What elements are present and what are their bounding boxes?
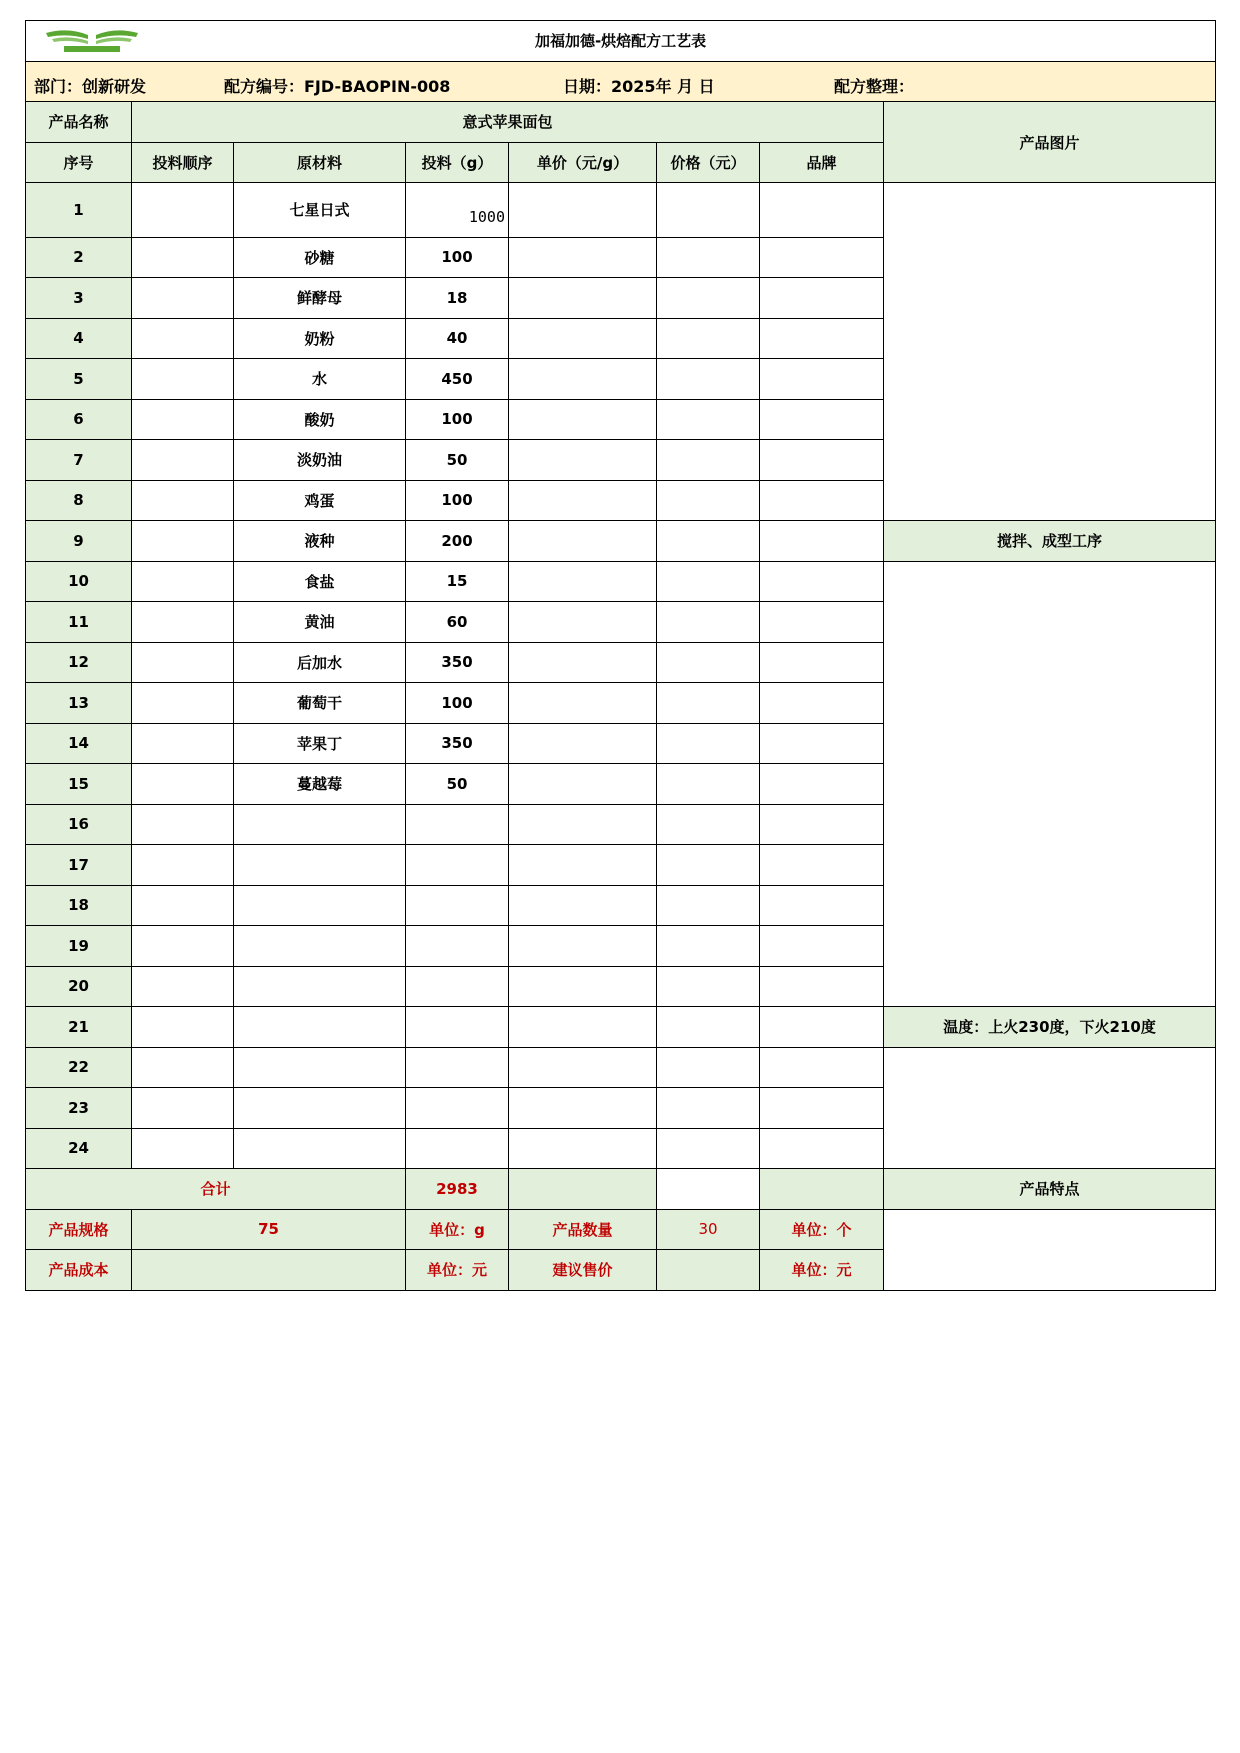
row-unit-price [509, 183, 657, 238]
row-order [132, 642, 234, 683]
price-label: 建议售价 [509, 1250, 657, 1291]
row-qty: 15 [406, 561, 509, 602]
row-qty: 100 [406, 480, 509, 521]
temperature-area [884, 1047, 1216, 1169]
row-price [657, 642, 760, 683]
row-brand [760, 1007, 884, 1048]
row-material: 酸奶 [234, 399, 406, 440]
row-material: 蔓越莓 [234, 764, 406, 805]
row-seq: 18 [26, 885, 132, 926]
row-qty: 50 [406, 440, 509, 481]
row-brand [760, 237, 884, 278]
price-unit: 单位：元 [760, 1250, 884, 1291]
brand-logo-icon [44, 25, 140, 53]
row-brand [760, 966, 884, 1007]
row-price [657, 885, 760, 926]
row-seq: 22 [26, 1047, 132, 1088]
product-name: 意式苹果面包 [132, 102, 884, 143]
row-unit-price [509, 885, 657, 926]
row-seq: 13 [26, 683, 132, 724]
date: 日期：2025年 月 日 [563, 76, 715, 96]
row-price [657, 440, 760, 481]
row-order [132, 278, 234, 319]
spec-unit: 单位：g [406, 1209, 509, 1250]
row-order [132, 845, 234, 886]
row-qty [406, 845, 509, 886]
row-order [132, 480, 234, 521]
row-qty: 100 [406, 399, 509, 440]
row-qty [406, 885, 509, 926]
row-brand [760, 399, 884, 440]
row-price [657, 1128, 760, 1169]
row-brand [760, 183, 884, 238]
price-value [657, 1250, 760, 1291]
row-seq: 6 [26, 399, 132, 440]
col-header-material: 原材料 [234, 142, 406, 183]
row-qty [406, 966, 509, 1007]
row-material [234, 845, 406, 886]
row-brand [760, 845, 884, 886]
row-brand [760, 602, 884, 643]
row-price [657, 561, 760, 602]
row-seq: 21 [26, 1007, 132, 1048]
row-brand [760, 804, 884, 845]
row-seq: 4 [26, 318, 132, 359]
product-name-label: 产品名称 [26, 102, 132, 143]
info-row [26, 61, 1216, 102]
features-label: 产品特点 [884, 1169, 1216, 1210]
col-header-order: 投料顺序 [132, 142, 234, 183]
row-price [657, 359, 760, 400]
row-unit-price [509, 642, 657, 683]
row-order [132, 723, 234, 764]
row-order [132, 237, 234, 278]
row-seq: 8 [26, 480, 132, 521]
row-unit-price [509, 1047, 657, 1088]
row-seq: 20 [26, 966, 132, 1007]
row-price [657, 318, 760, 359]
row-price [657, 183, 760, 238]
row-price [657, 399, 760, 440]
row-price [657, 683, 760, 724]
row-unit-price [509, 926, 657, 967]
row-qty [406, 926, 509, 967]
row-material: 砂糖 [234, 237, 406, 278]
row-qty: 450 [406, 359, 509, 400]
row-seq: 12 [26, 642, 132, 683]
row-brand [760, 521, 884, 562]
row-unit-price [509, 602, 657, 643]
row-seq: 9 [26, 521, 132, 562]
row-material: 七星日式 [234, 183, 406, 238]
row-seq: 11 [26, 602, 132, 643]
table-row [26, 521, 1216, 562]
row-material: 奶粉 [234, 318, 406, 359]
row-price [657, 602, 760, 643]
mixing-label: 搅拌、成型工序 [884, 521, 1216, 562]
row-qty: 350 [406, 642, 509, 683]
row-material: 鸡蛋 [234, 480, 406, 521]
row-qty [406, 1088, 509, 1129]
row-seq: 24 [26, 1128, 132, 1169]
row-seq: 1 [26, 183, 132, 238]
col-header-qty: 投料（g） [406, 142, 509, 183]
row-qty: 200 [406, 521, 509, 562]
row-seq: 19 [26, 926, 132, 967]
row-seq: 10 [26, 561, 132, 602]
col-header-price: 价格（元） [657, 142, 760, 183]
row-brand [760, 359, 884, 400]
table-row [26, 1047, 1216, 1088]
row-price [657, 278, 760, 319]
row-price [657, 845, 760, 886]
title-cell [26, 21, 1216, 62]
row-unit-price [509, 804, 657, 845]
row-material: 水 [234, 359, 406, 400]
row-material [234, 1088, 406, 1129]
row-price [657, 764, 760, 805]
row-order [132, 602, 234, 643]
row-unit-price [509, 561, 657, 602]
row-material: 液种 [234, 521, 406, 562]
row-seq: 5 [26, 359, 132, 400]
row-order [132, 885, 234, 926]
row-material: 黄油 [234, 602, 406, 643]
recipe-table [25, 20, 1216, 1291]
total-unit-price [509, 1169, 657, 1210]
row-unit-price [509, 764, 657, 805]
product-image-area [884, 183, 1216, 521]
row-brand [760, 1047, 884, 1088]
row-material [234, 804, 406, 845]
row-order [132, 399, 234, 440]
spec-value: 75 [132, 1209, 406, 1250]
table-row [26, 183, 1216, 238]
row-seq: 15 [26, 764, 132, 805]
row-price [657, 1088, 760, 1129]
col-header-seq: 序号 [26, 142, 132, 183]
row-unit-price [509, 440, 657, 481]
row-material [234, 966, 406, 1007]
row-brand [760, 764, 884, 805]
row-order [132, 966, 234, 1007]
row-material [234, 1128, 406, 1169]
row-brand [760, 480, 884, 521]
row-qty [406, 1007, 509, 1048]
row-material: 苹果丁 [234, 723, 406, 764]
col-header-brand: 品牌 [760, 142, 884, 183]
row-unit-price [509, 1088, 657, 1129]
row-brand [760, 683, 884, 724]
recipe-organizer: 配方整理： [834, 76, 915, 96]
row-material: 淡奶油 [234, 440, 406, 481]
recipe-sheet [25, 20, 1215, 1291]
row-material: 葡萄干 [234, 683, 406, 724]
row-qty: 60 [406, 602, 509, 643]
row-price [657, 521, 760, 562]
row-material [234, 1007, 406, 1048]
features-area [884, 1209, 1216, 1290]
mixing-area [884, 561, 1216, 1007]
row-order [132, 1047, 234, 1088]
row-price [657, 723, 760, 764]
row-seq: 16 [26, 804, 132, 845]
row-seq: 7 [26, 440, 132, 481]
row-qty: 1000 [406, 183, 509, 238]
total-price [657, 1169, 760, 1210]
row-brand [760, 318, 884, 359]
row-material: 鲜酵母 [234, 278, 406, 319]
total-brand [760, 1169, 884, 1210]
row-brand [760, 885, 884, 926]
row-unit-price [509, 723, 657, 764]
total-qty: 2983 [406, 1169, 509, 1210]
row-order [132, 359, 234, 400]
row-seq: 14 [26, 723, 132, 764]
row-unit-price [509, 399, 657, 440]
row-order [132, 561, 234, 602]
cost-unit: 单位：元 [406, 1250, 509, 1291]
table-row [26, 561, 1216, 602]
row-order [132, 440, 234, 481]
row-order [132, 183, 234, 238]
row-brand [760, 926, 884, 967]
row-price [657, 1047, 760, 1088]
row-price [657, 1007, 760, 1048]
row-unit-price [509, 1007, 657, 1048]
row-unit-price [509, 521, 657, 562]
row-price [657, 480, 760, 521]
row-order [132, 1128, 234, 1169]
row-order [132, 764, 234, 805]
row-unit-price [509, 237, 657, 278]
row-price [657, 237, 760, 278]
row-unit-price [509, 683, 657, 724]
row-seq: 23 [26, 1088, 132, 1129]
row-price [657, 966, 760, 1007]
page-title: 加福加德-烘焙配方工艺表 [534, 32, 707, 51]
row-brand [760, 1088, 884, 1129]
row-unit-price [509, 480, 657, 521]
row-unit-price [509, 278, 657, 319]
recipe-number: 配方编号：FJD-BAOPIN-008 [224, 76, 451, 96]
row-qty [406, 804, 509, 845]
row-qty: 100 [406, 683, 509, 724]
row-qty [406, 1047, 509, 1088]
row-order [132, 926, 234, 967]
row-qty: 350 [406, 723, 509, 764]
row-brand [760, 1128, 884, 1169]
product-image-label: 产品图片 [884, 102, 1216, 183]
cost-label: 产品成本 [26, 1250, 132, 1291]
row-unit-price [509, 359, 657, 400]
row-material [234, 1047, 406, 1088]
row-unit-price [509, 1128, 657, 1169]
col-header-unit-price: 单价（元/g） [509, 142, 657, 183]
row-material: 后加水 [234, 642, 406, 683]
row-material [234, 885, 406, 926]
row-unit-price [509, 845, 657, 886]
cost-value [132, 1250, 406, 1291]
count-label: 产品数量 [509, 1209, 657, 1250]
row-order [132, 1007, 234, 1048]
spec-label: 产品规格 [26, 1209, 132, 1250]
row-material [234, 926, 406, 967]
department: 部门：创新研发 [34, 76, 147, 96]
row-order [132, 683, 234, 724]
row-qty: 40 [406, 318, 509, 359]
temperature-label: 温度：上火230度，下火210度 [884, 1007, 1216, 1048]
row-brand [760, 278, 884, 319]
row-order [132, 318, 234, 359]
row-seq: 2 [26, 237, 132, 278]
row-price [657, 926, 760, 967]
row-unit-price [509, 318, 657, 359]
row-material: 食盐 [234, 561, 406, 602]
row-unit-price [509, 966, 657, 1007]
row-seq: 3 [26, 278, 132, 319]
total-label: 合计 [26, 1169, 406, 1210]
row-order [132, 1088, 234, 1129]
row-brand [760, 561, 884, 602]
table-row [26, 1007, 1216, 1048]
row-qty: 50 [406, 764, 509, 805]
row-qty: 100 [406, 237, 509, 278]
row-order [132, 804, 234, 845]
count-unit: 单位：个 [760, 1209, 884, 1250]
row-price [657, 804, 760, 845]
row-order [132, 521, 234, 562]
row-seq: 17 [26, 845, 132, 886]
row-brand [760, 723, 884, 764]
row-qty: 18 [406, 278, 509, 319]
row-qty [406, 1128, 509, 1169]
row-brand [760, 642, 884, 683]
row-brand [760, 440, 884, 481]
count-value: 30 [657, 1209, 760, 1250]
